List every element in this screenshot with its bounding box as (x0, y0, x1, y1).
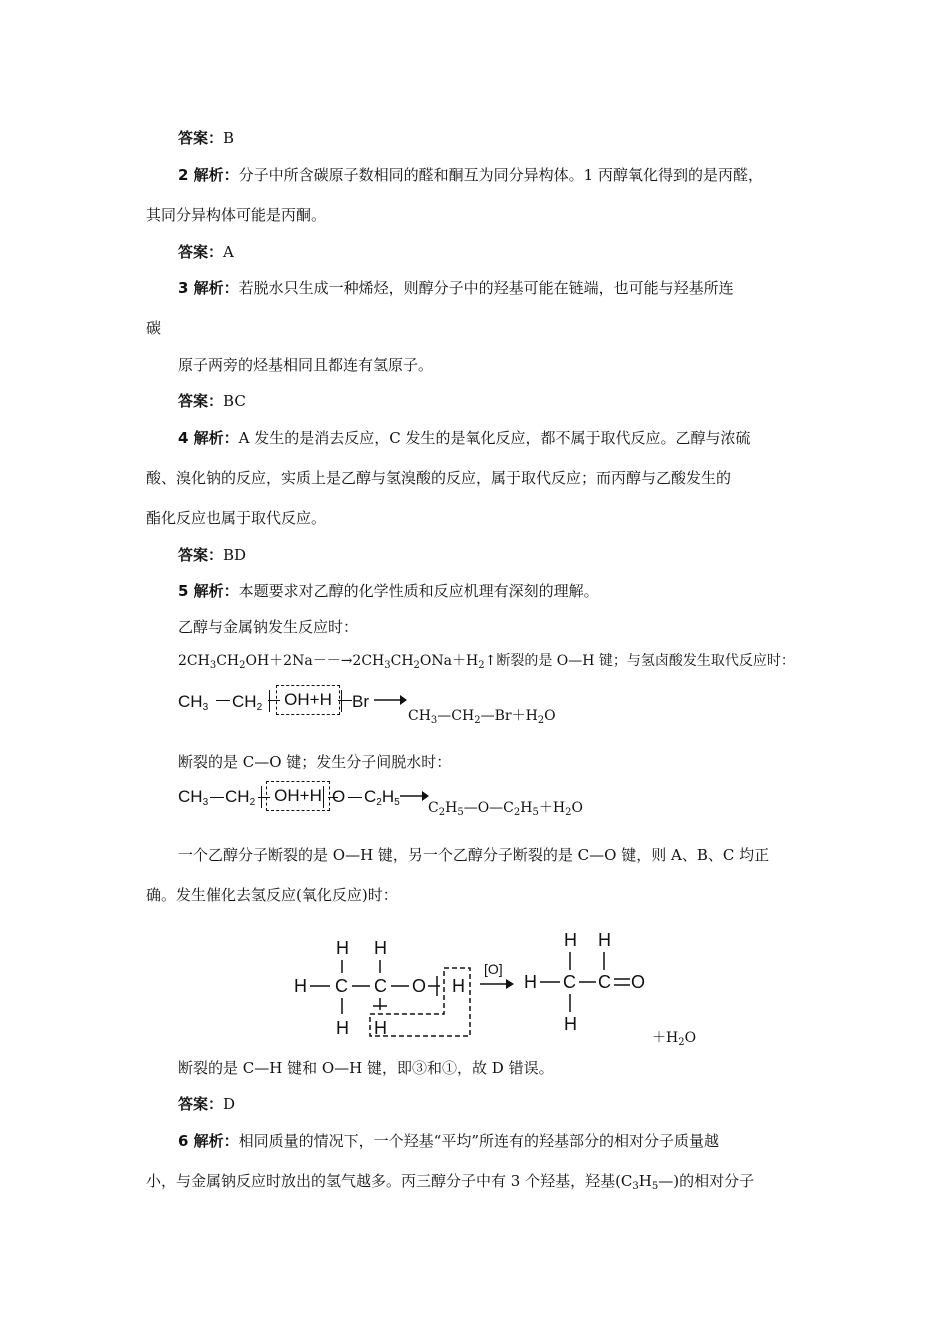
reaction-sodium (178, 651, 795, 676)
subscript: 2 (478, 660, 485, 671)
explanation-text: 相同质量的情况下，一个羟基“平均”所连有的羟基部分的相对分子质量越 (238, 1132, 720, 1150)
subscript: 3 (632, 1181, 639, 1192)
formula-part: ONa＋H (419, 653, 479, 669)
formula-product: $CH_3—CH_2—Br+H_2O$ (408, 708, 556, 726)
atom-label: C (598, 972, 611, 992)
formula-part: $CH_2$ (232, 692, 263, 713)
atom-label: H (336, 1018, 349, 1038)
bond-cut-mark (323, 786, 324, 808)
oxidation-structure-diagram (280, 920, 700, 1050)
explanation-text: —)的相对分子 (658, 1172, 755, 1190)
explanation-label: 3 解析： (178, 279, 239, 297)
explanation-line (146, 318, 161, 338)
explanation-line (178, 845, 769, 865)
answer-label: 答案： (178, 243, 224, 261)
reaction-arrow-icon (372, 692, 408, 708)
explanation-line (178, 165, 763, 185)
explanation-text: 酸、溴化钠的反应，实质上是乙醇与氢溴酸的反应，属于取代反应；而丙醇与乙酸发生的 (146, 469, 732, 487)
subscript: 2 (239, 660, 246, 671)
explanation-line (146, 1171, 754, 1197)
formula-part: 2CH (178, 653, 210, 669)
formula-part: $CH_3$ (178, 787, 209, 808)
bond-line (338, 700, 352, 701)
explanation-text: 一个乙醇分子断裂的是 O—H 键，另一个乙醇分子断裂的是 C—O 键，则 A、B、C 均正 (178, 846, 770, 864)
formula-part: $CH_3$ (178, 692, 209, 713)
bond-cut-mark (341, 690, 342, 712)
bond-line (210, 797, 224, 798)
explanation-text: 确。发生催化去氢反应(氧化反应)时： (146, 886, 398, 904)
explanation-text: 断裂的是 O—H 键；与氢卤酸发生取代反应时： (496, 653, 795, 669)
explanation-line (146, 508, 326, 528)
answer-line (178, 545, 246, 565)
explanation-text: 乙醇与金属钠发生反应时： (178, 618, 359, 636)
explanation-line (178, 355, 433, 375)
explanation-text: 碳 (146, 319, 162, 337)
bond-cut-mark (269, 690, 270, 712)
explanation-label: 4 解析： (178, 429, 239, 447)
reaction-condition: [O] (484, 961, 503, 977)
explanation-line (146, 468, 731, 488)
explanation-text: 断裂的是 C—H 键和 O—H 键，即③和①，故 D 错误。 (178, 1059, 554, 1077)
subscript: 3 (384, 660, 391, 671)
explanation-text: A 发生的是消去反应，C 发生的是氧化反应，都不属于取代反应。乙醇与浓硫 (238, 429, 751, 447)
formula-part: CH (390, 653, 414, 669)
atom-label: O (631, 972, 646, 992)
formula-part: O (332, 787, 346, 806)
atom-label: C (335, 976, 348, 996)
explanation-line (178, 1131, 719, 1151)
answer-line (178, 1094, 235, 1114)
atom-label: H (336, 938, 349, 958)
explanation-line (146, 885, 398, 905)
explanation-line (178, 1058, 554, 1078)
answer-label: 答案： (178, 1095, 224, 1113)
atom-label: H (598, 930, 611, 950)
formula-part: OH＋2Na－－→2CH (245, 653, 385, 669)
atom-label: O (412, 976, 427, 996)
explanation-text: 酯化反应也属于取代反应。 (146, 509, 327, 527)
formula-part: Br (352, 692, 369, 711)
formula-part: $CH_2$ (225, 787, 256, 808)
explanation-text: 分子中所含碳原子数相同的醛和酮互为同分异构体。1 丙醇氧化得到的是丙醛， (238, 166, 763, 184)
atom-label: C (374, 976, 387, 996)
subscript: 2 (413, 660, 420, 671)
atom-label: H (564, 930, 577, 950)
atom-label: C (563, 972, 576, 992)
bond-cleavage-box: OH+H (276, 685, 340, 715)
reaction-arrow-icon (398, 788, 430, 804)
bond-line (348, 797, 362, 798)
answer-value: A (223, 243, 234, 261)
answer-label: 答案： (178, 392, 224, 410)
bond-cut-mark (261, 786, 262, 808)
explanation-label: 2 解析： (178, 166, 239, 184)
explanation-text: H (638, 1172, 652, 1190)
explanation-line (178, 581, 599, 601)
explanation-line (178, 617, 358, 637)
atom-label: H (524, 972, 537, 992)
answer-line (178, 242, 234, 262)
arrow-head (506, 979, 514, 989)
answer-label: 答案： (178, 546, 224, 564)
explanation-text: 原子两旁的烃基相同且都连有氢原子。 (178, 356, 434, 374)
formula-part: $C_2H_5$ (364, 787, 400, 808)
explanation-text: 小，与金属钠反应时放出的氢气越多。丙三醇分子中有 3 个羟基，羟基(C (146, 1172, 633, 1190)
explanation-line (178, 428, 751, 448)
explanation-line (178, 752, 451, 772)
explanation-text: 断裂的是 C—O 键；发生分子间脱水时： (178, 753, 452, 771)
atom-label: H (374, 938, 387, 958)
answer-label: 答案： (178, 129, 224, 147)
answer-line (178, 128, 234, 148)
formula-product: $C_2H_5—O—C_2H_5+H_2O$ (428, 800, 583, 818)
atom-label: H (294, 976, 307, 996)
answer-value: B (223, 129, 235, 147)
atom-label: H (452, 976, 465, 996)
explanation-line (178, 278, 734, 298)
formula-part: CH (216, 653, 240, 669)
subscript: 5 (651, 1181, 659, 1192)
subscript: 3 (209, 660, 217, 671)
explanation-text: 若脱水只生成一种烯烃，则醇分子中的羟基可能在链端，也可能与羟基所连 (238, 279, 734, 297)
bond-cleavage-box: OH+H (266, 781, 330, 811)
bond-line (216, 700, 230, 701)
water-product: $+H_2O$ (652, 1030, 697, 1048)
explanation-line (146, 205, 326, 225)
explanation-label: 5 解析： (178, 582, 239, 600)
explanation-label: 6 解析： (178, 1132, 239, 1150)
explanation-text: 本题要求对乙醇的化学性质和反应机理有深刻的理解。 (238, 582, 599, 600)
answer-value: D (223, 1095, 236, 1113)
answer-value: BD (223, 546, 247, 564)
answer-line (178, 391, 246, 411)
atom-label: H (374, 1018, 387, 1038)
formula-part: ↑ (484, 653, 497, 669)
atom-label: H (564, 1014, 577, 1034)
answer-value: BC (223, 392, 246, 410)
explanation-text: 其同分异构体可能是丙酮。 (146, 206, 327, 224)
